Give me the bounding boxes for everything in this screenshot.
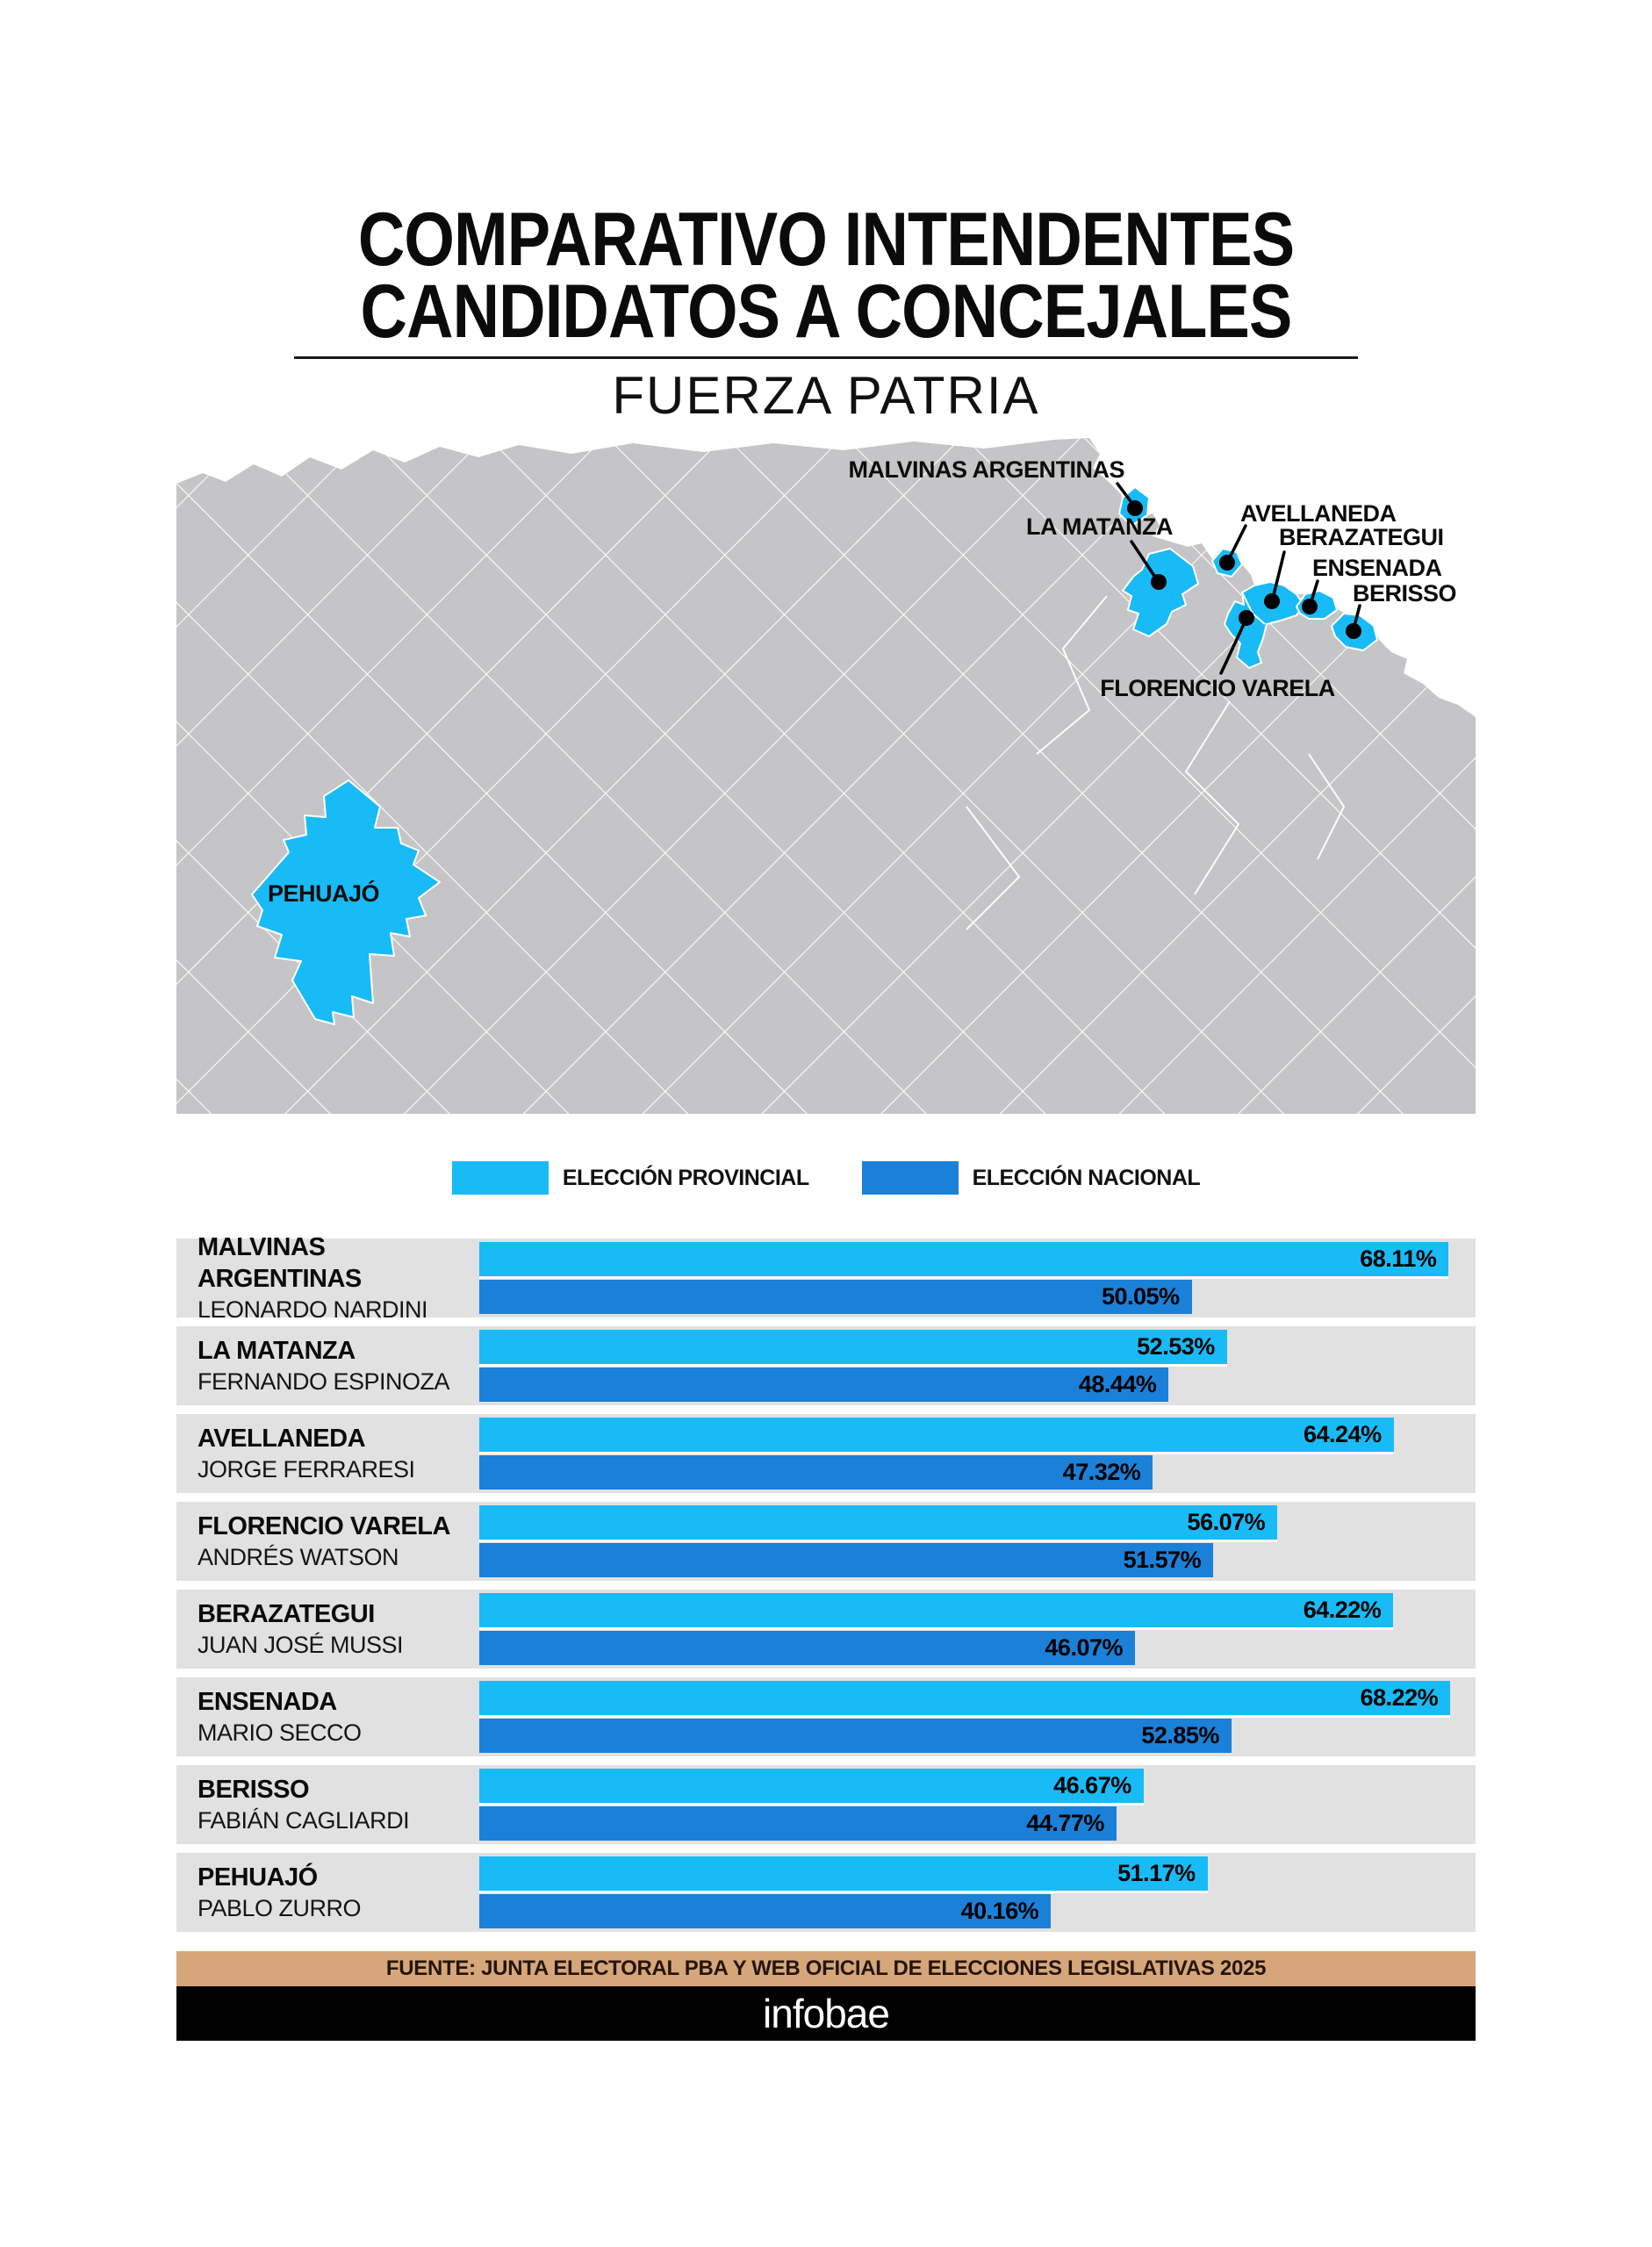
page-subtitle: FUERZA PATRIA — [612, 366, 1040, 425]
bar-group — [479, 1238, 1476, 1317]
municipality-label: ENSENADA — [198, 1688, 337, 1716]
source-text: FUENTE: JUNTA ELECTORAL PBA Y WEB OFICIAL DE ELECCIONES LEGISLATIVAS 2025 — [385, 1956, 1267, 1980]
nacional-value: 48.44% — [1078, 1371, 1157, 1397]
map-dot-la-matanza — [1151, 574, 1167, 590]
candidate-label: ANDRÉS WATSON — [198, 1544, 399, 1570]
map-dot-avellaneda — [1219, 555, 1235, 571]
legend-item-provincial — [452, 1161, 809, 1195]
province-map-svg — [176, 438, 1476, 1114]
table-row — [176, 1677, 1476, 1756]
provincial-bar — [479, 1330, 1227, 1364]
bar-group — [479, 1326, 1476, 1405]
brand-logo: infobae — [763, 1991, 889, 2036]
provincial-value: 68.22% — [1360, 1684, 1439, 1711]
bar-group — [479, 1677, 1476, 1756]
candidate-label: PABLO ZURRO — [198, 1895, 362, 1921]
provincial-bar — [479, 1242, 1448, 1276]
provincial-value: 68.11% — [1360, 1246, 1437, 1272]
table-row — [176, 1414, 1476, 1493]
table-row — [176, 1853, 1476, 1932]
page-title-line2: CANDIDATOS A CONCEJALES — [360, 269, 1292, 354]
legend — [176, 1161, 1476, 1195]
map-label-berisso: BERISSO — [1353, 580, 1457, 607]
bar-group — [479, 1765, 1476, 1844]
candidate-label: JUAN JOSÉ MUSSI — [198, 1632, 404, 1658]
candidate-label: FERNANDO ESPINOZA — [198, 1368, 450, 1395]
nacional-bar — [479, 1368, 1168, 1402]
candidate-label: FABIÁN CAGLIARDI — [198, 1807, 410, 1834]
bar-group — [479, 1590, 1476, 1669]
map-dot-ensenada — [1302, 599, 1318, 614]
row-label — [176, 1502, 479, 1581]
title-divider — [294, 356, 1358, 359]
table-row — [176, 1765, 1476, 1844]
provincial-value: 64.24% — [1304, 1421, 1382, 1447]
provincial-bar — [479, 1593, 1393, 1627]
table-row — [176, 1233, 1476, 1323]
municipality-label: MALVINAS ARGENTINAS — [198, 1233, 362, 1293]
legend-item-nacional — [862, 1161, 1201, 1195]
nacional-swatch — [862, 1161, 959, 1195]
nacional-legend-label: ELECCIÓN NACIONAL — [972, 1165, 1201, 1190]
nacional-bar — [479, 1806, 1117, 1841]
map-dot-berazategui — [1264, 593, 1280, 609]
municipality-label: AVELLANEDA — [198, 1425, 366, 1453]
bar-group — [479, 1414, 1476, 1493]
nacional-value: 40.16% — [960, 1898, 1039, 1924]
row-label — [176, 1414, 479, 1493]
map-label-ensenada: ENSENADA — [1312, 555, 1442, 581]
provincial-value: 46.67% — [1053, 1772, 1131, 1798]
nacional-bar — [479, 1280, 1192, 1314]
nacional-value: 51.57% — [1123, 1547, 1202, 1573]
nacional-value: 44.77% — [1026, 1810, 1104, 1836]
nacional-bar — [479, 1543, 1213, 1577]
map-label-berazategui: BERAZATEGUI — [1279, 524, 1444, 550]
candidate-label: JORGE FERRARESI — [198, 1456, 415, 1482]
candidate-label: MARIO SECCO — [198, 1719, 362, 1746]
municipality-label: PEHUAJÓ — [198, 1863, 318, 1892]
source-bar — [176, 1951, 1476, 1986]
row-label — [176, 1326, 479, 1405]
page-title-line1: COMPARATIVO INTENDENTES — [357, 197, 1295, 282]
map-label-la-matanza: LA MATANZA — [1026, 513, 1173, 540]
infographic — [176, 197, 1476, 2041]
map-label-florencio-varela: FLORENCIO VARELA — [1100, 675, 1335, 701]
municipality-label: BERAZATEGUI — [198, 1600, 375, 1628]
provincial-bar — [479, 1856, 1208, 1891]
candidate-label: LEONARDO NARDINI — [198, 1296, 428, 1323]
nacional-bar — [479, 1455, 1153, 1490]
nacional-value: 47.32% — [1062, 1459, 1141, 1485]
nacional-bar — [479, 1719, 1232, 1753]
map-dot-florencio-varela — [1239, 610, 1254, 626]
nacional-bar — [479, 1631, 1135, 1665]
provincial-legend-label: ELECCIÓN PROVINCIAL — [562, 1165, 809, 1190]
bar-group — [479, 1502, 1476, 1581]
row-label — [176, 1765, 479, 1844]
municipality-label: BERISSO — [198, 1776, 310, 1804]
provincial-value: 56.07% — [1187, 1509, 1266, 1535]
provincial-value: 51.17% — [1117, 1860, 1196, 1886]
nacional-value: 50.05% — [1101, 1283, 1180, 1310]
table-row — [176, 1326, 1476, 1405]
map-label-avellaneda: AVELLANEDA — [1240, 500, 1397, 527]
bar-group — [479, 1853, 1476, 1932]
provincial-value: 52.53% — [1137, 1333, 1215, 1360]
row-label — [176, 1233, 479, 1323]
brand-bar — [176, 1986, 1476, 2041]
table-row — [176, 1502, 1476, 1581]
map-dot-berisso — [1346, 623, 1361, 639]
provincial-bar — [479, 1769, 1144, 1803]
provincial-bar — [479, 1681, 1450, 1715]
nacional-value: 46.07% — [1045, 1634, 1123, 1661]
provincial-swatch — [452, 1161, 549, 1195]
nacional-bar — [479, 1894, 1051, 1928]
row-label — [176, 1590, 479, 1669]
row-label — [176, 1677, 479, 1756]
row-label — [176, 1853, 479, 1932]
provincial-value: 64.22% — [1303, 1597, 1382, 1623]
provincial-bar — [479, 1505, 1277, 1540]
municipality-label: LA MATANZA — [198, 1337, 356, 1365]
comparison-chart — [176, 1233, 1476, 1932]
table-row — [176, 1590, 1476, 1669]
title-block — [176, 197, 1476, 425]
nacional-value: 52.85% — [1141, 1722, 1219, 1748]
province-map — [176, 438, 1476, 1114]
municipality-label: FLORENCIO VARELA — [198, 1512, 450, 1540]
provincial-bar — [479, 1418, 1394, 1452]
map-label-malvinas: MALVINAS ARGENTINAS — [848, 456, 1124, 483]
map-label-pehuajo: PEHUAJÓ — [268, 880, 380, 907]
